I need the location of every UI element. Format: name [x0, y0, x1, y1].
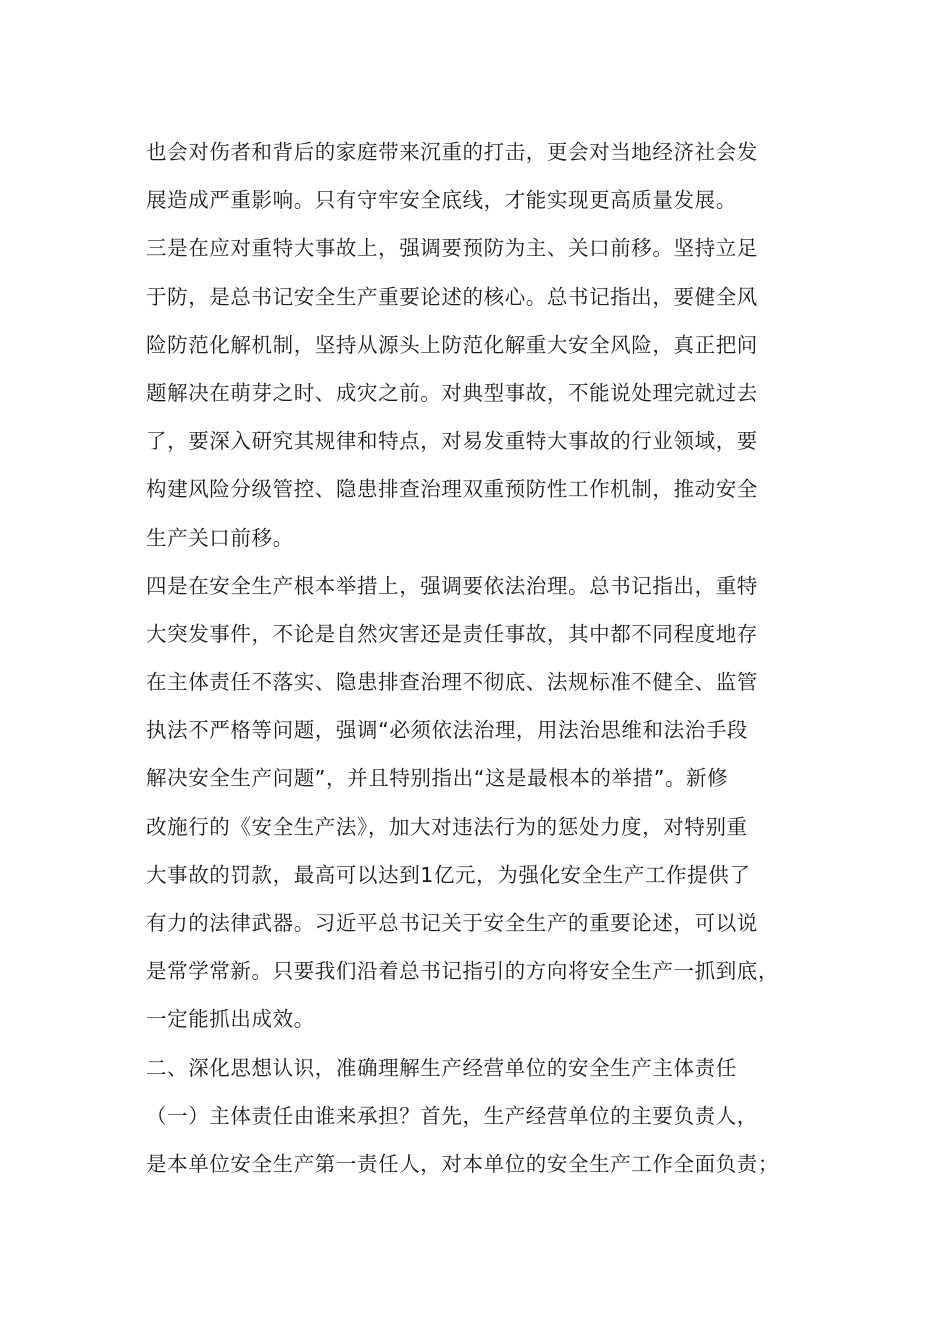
text-line: 题解决在萌芽之时、成灾之前。对典型事故，不能说处理完就过去	[146, 380, 758, 405]
text-line: 于防，是总书记安全生产重要论述的核心。总书记指出，要健全风	[146, 284, 758, 309]
text-line: 构建风险分级管控、隐患排查治理双重预防性工作机制，推动安全	[146, 477, 758, 502]
section-heading: 二、深化思想认识，准确理解生产经营单位的安全生产主体责任	[146, 1055, 737, 1080]
text-line: 执法不严格等问题，强调“必须依法治理，用法治思维和法治手段	[146, 718, 749, 743]
document-body	[146, 128, 826, 1188]
text-line: 改施行的《安全生产法》，加大对违法行为的惩处力度，对特别重	[146, 814, 748, 839]
text-line: （一）主体责任由谁来承担？首先，生产经营单位的主要负责人，	[146, 1103, 758, 1128]
text-line: 了，要深入研究其规律和特点，对易发重特大事故的行业领域，要	[146, 429, 758, 454]
text-line: 是常学常新。只要我们沿着总书记指引的方向将安全生产一抓到底，	[146, 959, 779, 984]
text-line: 展造成严重影响。只有守牢安全底线，才能实现更高质量发展。	[146, 188, 737, 213]
text-line: 是本单位安全生产第一责任人，对本单位的安全生产工作全面负责；	[146, 1151, 779, 1176]
text-line: 三是在应对重特大事故上，强调要预防为主、关口前移。坚持立足	[146, 236, 758, 261]
text-line: 一定能抓出成效。	[146, 1007, 315, 1032]
text-line: 大突发事件，不论是自然灾害还是责任事故，其中都不同程度地存	[146, 621, 758, 646]
text-line: 也会对伤者和背后的家庭带来沉重的打击，更会对当地经济社会发	[146, 140, 758, 164]
text-line: 生产关口前移。	[146, 525, 294, 550]
text-line: 在主体责任不落实、隐患排查治理不彻底、法规标准不健全、监管	[146, 670, 758, 695]
text-line: 大事故的罚款，最高可以达到1亿元，为强化安全生产工作提供了	[146, 862, 751, 887]
text-line: 解决安全生产问题”，并且特别指出“这是最根本的举措”。新修	[146, 766, 729, 791]
text-line: 有力的法律武器。习近平总书记关于安全生产的重要论述，可以说	[146, 911, 758, 935]
text-line: 险防范化解机制，坚持从源头上防范化解重大安全风险，真正把问	[146, 332, 758, 357]
text-line: 四是在安全生产根本举措上，强调要依法治理。总书记指出，重特	[146, 573, 758, 598]
